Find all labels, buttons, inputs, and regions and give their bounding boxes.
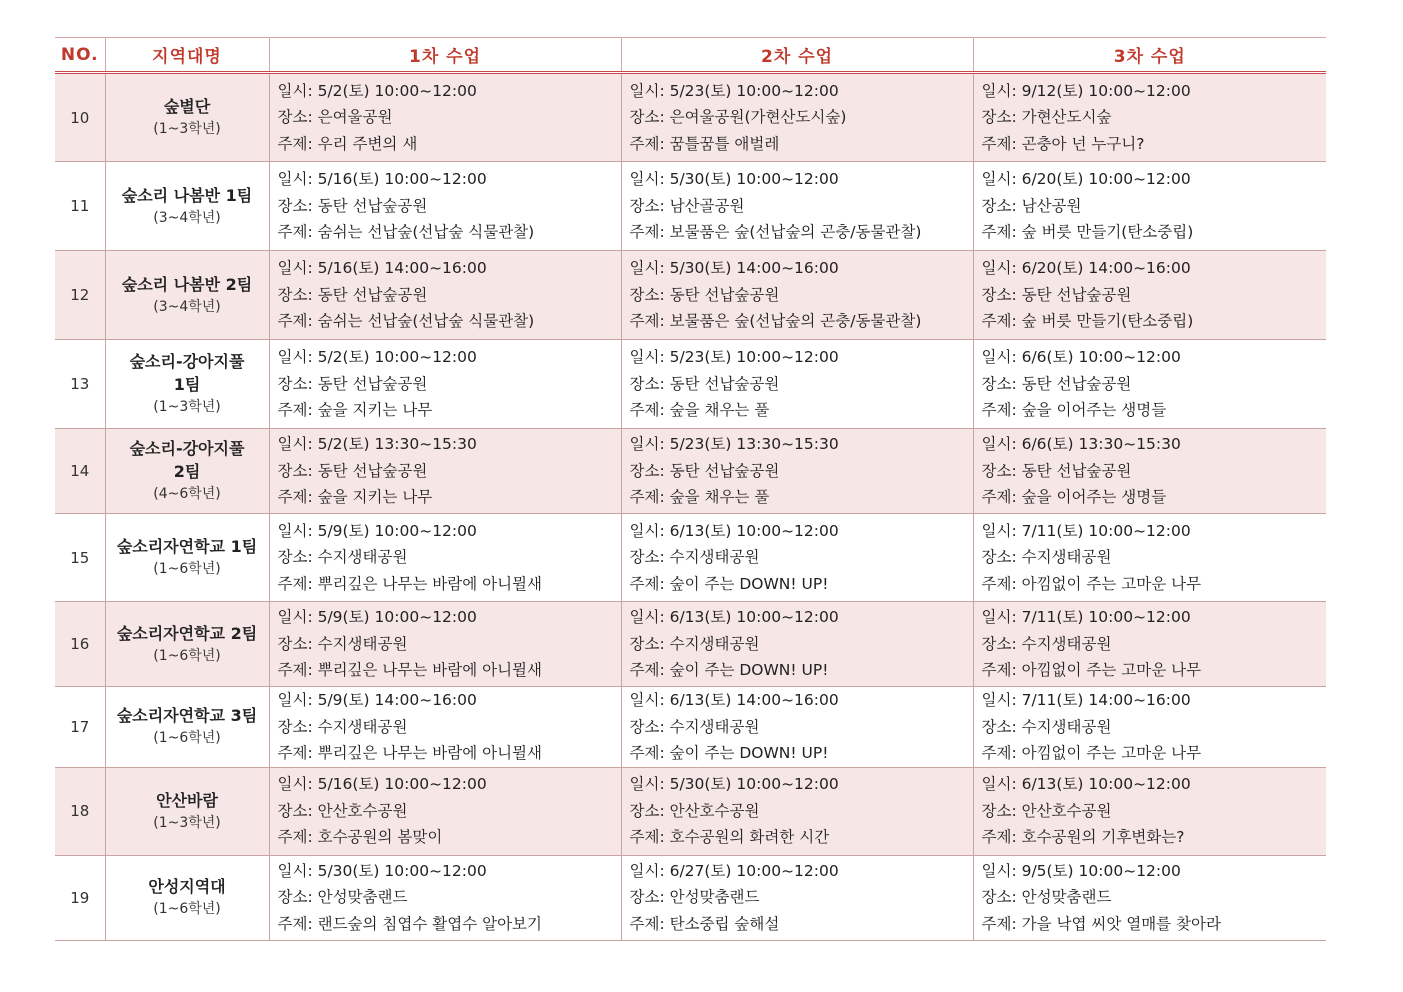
- session-place: 장소: 동탄 선납숲공원: [277, 461, 428, 480]
- session-topic: 주제: 숲이 주는 DOWN! UP!: [629, 744, 829, 762]
- session-place: 장소: 동탄 선납숲공원: [629, 285, 780, 304]
- session-date: 일시: 5/16(토) 10:00~12:00: [277, 170, 487, 189]
- session-1-cell: [269, 514, 621, 602]
- team-name: 숲소리자연학교 1팀: [116, 537, 258, 556]
- row-number: 13: [55, 340, 105, 429]
- session-date: 일시: 6/20(토) 10:00~12:00: [981, 170, 1191, 189]
- team-name: 숲소리-강아지풀: [129, 439, 245, 458]
- team-name: 숲소리자연학교 3팀: [116, 706, 258, 726]
- team-name: 1팀: [173, 375, 201, 394]
- session-1-cell: [269, 340, 621, 429]
- session-2-cell: [621, 687, 973, 768]
- team-cell: [105, 429, 269, 514]
- team-cell: [105, 602, 269, 687]
- session-topic: 주제: 숲을 이어주는 생명들: [981, 488, 1167, 507]
- session-topic: 주제: 우리 주변의 새: [277, 134, 418, 153]
- team-name: 안산바람: [156, 790, 218, 810]
- session-date: 일시: 6/27(토) 10:00~12:00: [629, 861, 839, 880]
- session-topic: 주제: 숲 버릇 만들기(탄소중립): [981, 223, 1194, 242]
- session-date: 일시: 5/23(토) 13:30~15:30: [629, 435, 839, 454]
- session-topic: 주제: 숲을 지키는 나무: [277, 401, 433, 420]
- session-3-cell: [973, 602, 1326, 687]
- team-cell: [105, 162, 269, 251]
- team-grade: (1~3학년): [153, 121, 221, 137]
- session-place: 장소: 수지생태공원: [981, 634, 1112, 653]
- session-2-cell: [621, 855, 973, 940]
- session-place: 장소: 은여울공원: [277, 108, 393, 127]
- session-topic: 주제: 호수공원의 봄맞이: [277, 828, 443, 847]
- session-date: 일시: 5/2(토) 10:00~12:00: [277, 348, 477, 367]
- session-date: 일시: 5/16(토) 10:00~12:00: [277, 775, 487, 794]
- session-topic: 주제: 꿈틀꿈틀 애벌레: [629, 134, 780, 153]
- team-name: 숲소리-강아지풀: [129, 352, 245, 371]
- session-2-cell: [621, 429, 973, 514]
- row-number: 16: [55, 602, 105, 687]
- session-place: 장소: 수지생태공원: [981, 548, 1112, 567]
- session-place: 장소: 동탄 선납숲공원: [981, 374, 1132, 393]
- session-2-cell: [621, 767, 973, 855]
- session-date: 일시: 7/11(토) 10:00~12:00: [981, 521, 1191, 540]
- session-place: 장소: 수지생태공원: [277, 634, 408, 653]
- header-row: [55, 38, 1326, 73]
- session-place: 장소: 안성맞춤랜드: [981, 888, 1112, 907]
- team-name: 숲별단: [163, 97, 211, 116]
- session-date: 일시: 6/13(토) 10:00~12:00: [629, 521, 839, 540]
- session-3-cell: [973, 514, 1326, 602]
- session-topic: 주제: 아낌없이 주는 고마운 나무: [981, 744, 1202, 762]
- team-grade: (1~3학년): [153, 399, 221, 415]
- session-topic: 주제: 호수공원의 화려한 시간: [629, 828, 830, 847]
- session-place: 장소: 안성맞춤랜드: [277, 888, 408, 907]
- session-topic: 주제: 가을 낙엽 씨앗 열매를 찾아라: [981, 914, 1221, 933]
- session-place: 장소: 남산골공원: [629, 196, 745, 215]
- row-number: 19: [55, 855, 105, 940]
- team-grade: (1~6학년): [153, 647, 221, 664]
- team-grade: (1~3학년): [153, 814, 221, 831]
- session-topic: 주제: 뿌리깊은 나무는 바람에 아니뮐새: [277, 661, 542, 680]
- table-body: [55, 73, 1326, 941]
- session-1-cell: [269, 429, 621, 514]
- team-grade: (3~4학년): [153, 209, 221, 226]
- row-number: 15: [55, 514, 105, 602]
- session-3-cell: [973, 687, 1326, 768]
- table-row: [55, 687, 1326, 768]
- session-date: 일시: 5/2(토) 10:00~12:00: [277, 81, 477, 100]
- session-place: 장소: 수지생태공원: [629, 717, 760, 736]
- session-place: 장소: 은여울공원(가현산도시숲): [629, 108, 847, 127]
- session-1-cell: [269, 855, 621, 940]
- team-cell: [105, 251, 269, 340]
- session-topic: 주제: 숨쉬는 선납숲(선납숲 식물관찰): [277, 223, 535, 242]
- session-topic: 주제: 보물품은 숲(선납숲의 곤충/동물관찰): [629, 223, 922, 242]
- team-cell: [105, 340, 269, 429]
- session-3-cell: [973, 73, 1326, 162]
- row-number: 18: [55, 767, 105, 855]
- session-date: 일시: 6/6(토) 10:00~12:00: [981, 348, 1181, 367]
- session-date: 일시: 5/30(토) 10:00~12:00: [277, 861, 487, 880]
- session-date: 일시: 5/16(토) 14:00~16:00: [277, 259, 487, 278]
- row-number: 12: [55, 251, 105, 340]
- session-date: 일시: 6/13(토) 14:00~16:00: [629, 691, 839, 709]
- header-session-3: 3차 수업: [973, 38, 1326, 73]
- session-place: 장소: 동탄 선납숲공원: [629, 374, 780, 393]
- session-date: 일시: 9/12(토) 10:00~12:00: [981, 81, 1191, 100]
- session-place: 장소: 안산호수공원: [629, 801, 760, 820]
- session-topic: 주제: 뿌리깊은 나무는 바람에 아니뮐새: [277, 574, 542, 593]
- session-date: 일시: 5/2(토) 13:30~15:30: [277, 435, 477, 454]
- session-3-cell: [973, 340, 1326, 429]
- team-name: 2팀: [173, 462, 201, 481]
- session-date: 일시: 6/6(토) 13:30~15:30: [981, 435, 1181, 454]
- session-place: 장소: 동탄 선납숲공원: [981, 285, 1132, 304]
- header-team: 지역대명: [105, 38, 269, 73]
- schedule-table: [55, 37, 1326, 941]
- session-date: 일시: 7/11(토) 14:00~16:00: [981, 691, 1191, 709]
- session-topic: 주제: 숲을 채우는 풀: [629, 488, 770, 507]
- session-date: 일시: 6/20(토) 14:00~16:00: [981, 259, 1191, 278]
- session-2-cell: [621, 340, 973, 429]
- table-row: [55, 429, 1326, 514]
- table-row: [55, 340, 1326, 429]
- session-place: 장소: 안산호수공원: [277, 801, 408, 820]
- session-2-cell: [621, 602, 973, 687]
- session-3-cell: [973, 767, 1326, 855]
- session-topic: 주제: 숲을 채우는 풀: [629, 401, 770, 420]
- team-cell: [105, 855, 269, 940]
- session-date: 일시: 5/30(토) 10:00~12:00: [629, 775, 839, 794]
- session-topic: 주제: 숨쉬는 선납숲(선납숲 식물관찰): [277, 312, 535, 331]
- session-place: 장소: 수지생태공원: [277, 717, 408, 736]
- session-place: 장소: 동탄 선납숲공원: [277, 285, 428, 304]
- session-3-cell: [973, 855, 1326, 940]
- session-topic: 주제: 보물품은 숲(선납숲의 곤충/동물관찰): [629, 312, 922, 331]
- session-1-cell: [269, 73, 621, 162]
- table-row: [55, 73, 1326, 162]
- session-topic: 주제: 숲이 주는 DOWN! UP!: [629, 661, 829, 680]
- session-1-cell: [269, 767, 621, 855]
- session-topic: 주제: 아낌없이 주는 고마운 나무: [981, 574, 1202, 593]
- table-row: [55, 514, 1326, 602]
- session-topic: 주제: 숲 버릇 만들기(탄소중립): [981, 312, 1194, 331]
- session-topic: 주제: 뿌리깊은 나무는 바람에 아니뮐새: [277, 744, 542, 762]
- team-cell: [105, 687, 269, 768]
- team-name: 숲소리자연학교 2팀: [116, 623, 258, 643]
- table-row: [55, 767, 1326, 855]
- session-topic: 주제: 숲을 이어주는 생명들: [981, 401, 1167, 420]
- session-place: 장소: 수지생태공원: [629, 634, 760, 653]
- table-row: [55, 855, 1326, 940]
- team-name: 숲소리 나봄반 2팀: [121, 274, 253, 294]
- session-1-cell: [269, 602, 621, 687]
- table-row: [55, 602, 1326, 687]
- team-grade: (1~6학년): [153, 561, 221, 577]
- team-grade: (1~6학년): [153, 901, 221, 917]
- session-place: 장소: 가현산도시숲: [981, 108, 1112, 127]
- session-2-cell: [621, 251, 973, 340]
- team-cell: [105, 514, 269, 602]
- session-place: 장소: 동탄 선납숲공원: [277, 374, 428, 393]
- session-2-cell: [621, 162, 973, 251]
- row-number: 14: [55, 429, 105, 514]
- session-place: 장소: 수지생태공원: [277, 548, 408, 567]
- row-number: 17: [55, 687, 105, 768]
- session-1-cell: [269, 251, 621, 340]
- session-date: 일시: 5/30(토) 14:00~16:00: [629, 259, 839, 278]
- team-grade: (3~4학년): [153, 298, 221, 315]
- session-1-cell: [269, 162, 621, 251]
- session-3-cell: [973, 251, 1326, 340]
- session-place: 장소: 동탄 선납숲공원: [981, 461, 1132, 480]
- session-topic: 주제: 탄소중립 숲해설: [629, 914, 780, 933]
- team-name: 안성지역대: [148, 877, 226, 896]
- header-session-2: 2차 수업: [621, 38, 973, 73]
- session-date: 일시: 5/9(토) 14:00~16:00: [277, 691, 477, 709]
- team-grade: (4~6학년): [153, 486, 221, 502]
- session-1-cell: [269, 687, 621, 768]
- session-topic: 주제: 아낌없이 주는 고마운 나무: [981, 661, 1202, 680]
- session-place: 장소: 안산호수공원: [981, 801, 1112, 820]
- session-2-cell: [621, 514, 973, 602]
- session-2-cell: [621, 73, 973, 162]
- session-place: 장소: 수지생태공원: [981, 717, 1112, 736]
- session-date: 일시: 7/11(토) 10:00~12:00: [981, 608, 1191, 627]
- session-topic: 주제: 숲을 지키는 나무: [277, 488, 433, 507]
- session-date: 일시: 6/13(토) 10:00~12:00: [629, 608, 839, 627]
- session-date: 일시: 6/13(토) 10:00~12:00: [981, 775, 1191, 794]
- team-cell: [105, 767, 269, 855]
- team-grade: (1~6학년): [153, 730, 221, 747]
- session-date: 일시: 9/5(토) 10:00~12:00: [981, 861, 1181, 880]
- session-date: 일시: 5/30(토) 10:00~12:00: [629, 170, 839, 189]
- table-row: [55, 251, 1326, 340]
- session-topic: 주제: 호수공원의 기후변화는?: [981, 828, 1185, 847]
- session-topic: 주제: 숲이 주는 DOWN! UP!: [629, 574, 829, 593]
- session-place: 장소: 남산공원: [981, 196, 1082, 215]
- team-name: 숲소리 나봄반 1팀: [121, 185, 253, 205]
- session-topic: 주제: 랜드숲의 침엽수 활엽수 알아보기: [277, 914, 542, 933]
- row-number: 10: [55, 73, 105, 162]
- row-number: 11: [55, 162, 105, 251]
- session-3-cell: [973, 429, 1326, 514]
- session-place: 장소: 동탄 선납숲공원: [277, 196, 428, 215]
- session-date: 일시: 5/23(토) 10:00~12:00: [629, 348, 839, 367]
- session-date: 일시: 5/9(토) 10:00~12:00: [277, 608, 477, 627]
- table-row: [55, 162, 1326, 251]
- session-place: 장소: 동탄 선납숲공원: [629, 461, 780, 480]
- session-date: 일시: 5/23(토) 10:00~12:00: [629, 81, 839, 100]
- session-3-cell: [973, 162, 1326, 251]
- session-date: 일시: 5/9(토) 10:00~12:00: [277, 521, 477, 540]
- session-place: 장소: 안성맞춤랜드: [629, 888, 760, 907]
- team-cell: [105, 73, 269, 162]
- header-no: NO.: [55, 38, 105, 73]
- session-place: 장소: 수지생태공원: [629, 548, 760, 567]
- header-session-1: 1차 수업: [269, 38, 621, 73]
- session-topic: 주제: 곤충아 넌 누구니?: [981, 134, 1145, 153]
